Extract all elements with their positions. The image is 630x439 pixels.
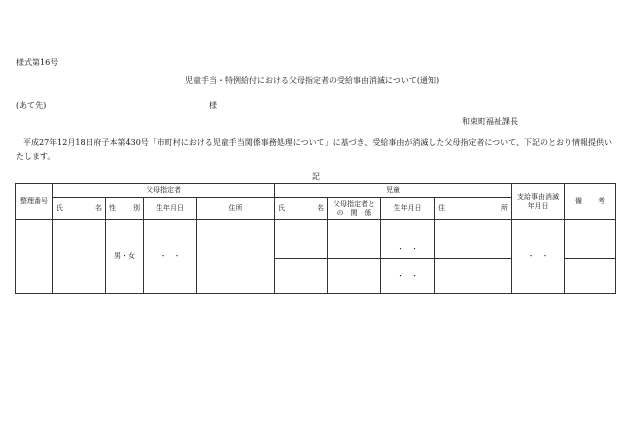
header-jido-sho: 所 xyxy=(501,204,508,213)
addressee-label: (あて先) xyxy=(16,101,47,110)
header-kankei-line2: の 関 係 xyxy=(336,208,372,217)
header-fubo-shimei xyxy=(53,198,106,220)
header-biko-1: 備 xyxy=(575,197,582,206)
cell-kankei-1 xyxy=(328,220,381,259)
cell-kankei-2 xyxy=(328,259,381,294)
cell-seiri-bango xyxy=(16,220,53,294)
cell-jido-jusho-2 xyxy=(435,259,512,294)
header-seibetsu xyxy=(106,198,144,220)
header-mei: 名 xyxy=(95,204,102,213)
document-title: 児童手当・特例給付における父母指定者の受給事由消滅について(通知) xyxy=(185,76,440,85)
header-sei: 性 xyxy=(109,204,116,213)
header-jido-shimei xyxy=(275,198,328,220)
header-shikyu-line1: 支給事由消滅 xyxy=(517,193,559,202)
header-jido-mei: 名 xyxy=(317,204,324,213)
body-text-line-1: 平成27年12月18日府子本第430号「市町村における児童手当関係事務処理について」に基づき、受給事由が消滅した父母指定者について、下記のとおり情報提供い xyxy=(23,138,613,147)
ki-heading: 記 xyxy=(312,172,320,181)
header-fubo-jusho: 住所 xyxy=(197,198,275,220)
cell-fubo-seinengappi: ・ ・ xyxy=(144,220,197,294)
header-fubo-seinengappi: 生年月日 xyxy=(144,198,197,220)
header-jido-shi: 氏 xyxy=(278,204,285,213)
table-row xyxy=(16,220,616,259)
header-betsu: 別 xyxy=(133,204,140,213)
cell-biko-1 xyxy=(565,220,616,259)
body-text-line-2: たします。 xyxy=(16,152,56,161)
header-biko-2: 考 xyxy=(598,197,605,206)
header-jido: 児童 xyxy=(275,184,512,198)
form-number: 様式第16号 xyxy=(16,58,59,67)
header-jido-seinengappi: 生年月日 xyxy=(381,198,435,220)
cell-biko-2 xyxy=(565,259,616,294)
cell-jido-shimei-1 xyxy=(275,220,328,259)
honorific-sama: 様 xyxy=(209,101,217,110)
notification-table xyxy=(15,183,616,294)
cell-fubo-jusho xyxy=(197,220,275,294)
cell-jido-seinengappi-2: ・ ・ xyxy=(381,259,435,294)
cell-jido-jusho-1 xyxy=(435,220,512,259)
table-header-row-1 xyxy=(16,184,616,198)
sender-name: 和束町福祉課長 xyxy=(462,117,518,126)
header-shi: 氏 xyxy=(56,204,63,213)
cell-jido-shimei-2 xyxy=(275,259,328,294)
header-kankei xyxy=(328,198,381,220)
header-biko xyxy=(565,184,616,220)
header-jido-jusho xyxy=(435,198,512,220)
header-shikyu-line2: 年月日 xyxy=(527,201,549,210)
cell-jido-seinengappi-1: ・ ・ xyxy=(381,220,435,259)
header-kankei-line1: 父母指定者と xyxy=(333,200,375,209)
cell-seibetsu: 男・女 xyxy=(106,220,144,294)
header-shikyu-shometsu xyxy=(512,184,565,220)
cell-shikyu-shometsu: ・ ・ xyxy=(512,220,565,294)
header-jido-ju: 住 xyxy=(438,204,445,213)
cell-fubo-shimei xyxy=(53,220,106,294)
header-seiri-bango: 整理番号 xyxy=(16,184,53,220)
header-fubo-shiteisha: 父母指定者 xyxy=(53,184,275,198)
